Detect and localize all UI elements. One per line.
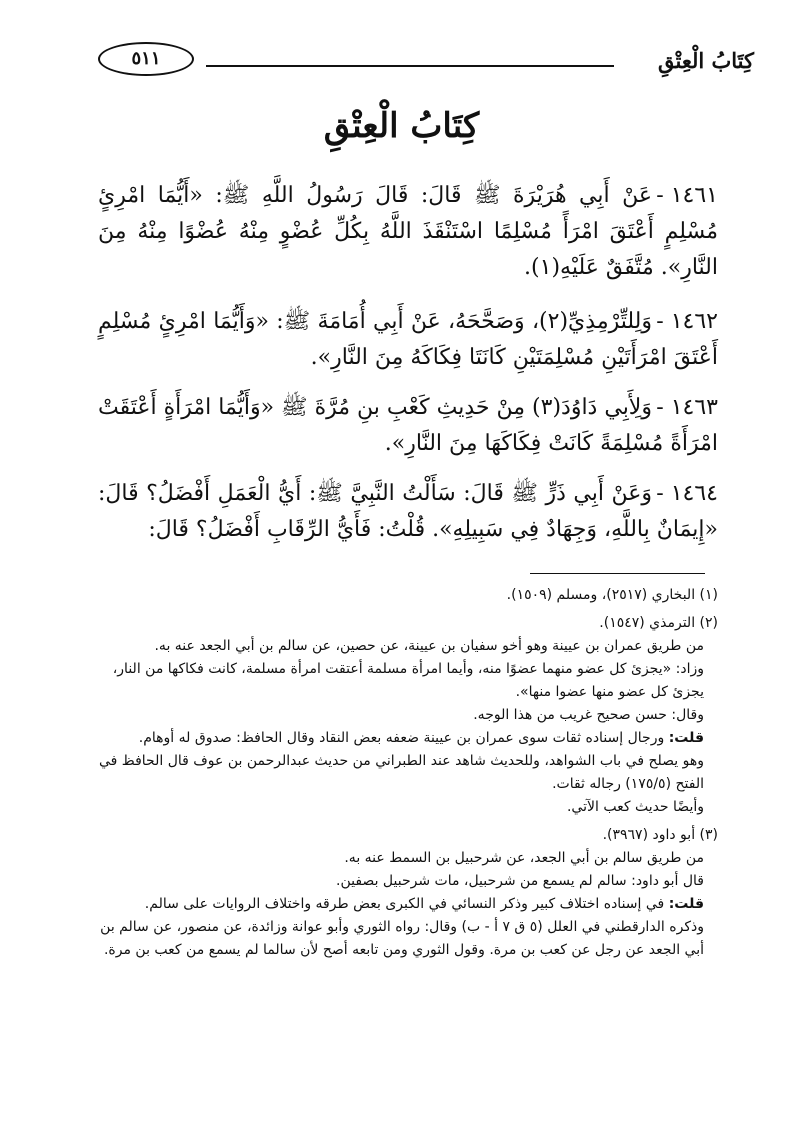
footnote-line: قلت: في إسناده اختلاف كبير وذكر النسائي في الكبرى بعض طرقه واختلاف الروايات على سالم.	[144, 896, 704, 912]
footnote-ref: (٣) أبو داود (٣٩٦٧).	[602, 827, 718, 843]
footnote-body	[98, 847, 718, 962]
note-keyword: قلت:	[668, 896, 704, 912]
footnote-body	[98, 635, 718, 819]
footnote-line: وهو يصلح في باب الشواهد، وللحديث شاهد عند الطبراني من حديث عبدالرحمن بن عوف قال الحافظ في الفتح (١٧٥/٥) رجاله ثقات.	[99, 753, 704, 792]
hadith-text: وَعَنْ أَبِي ذَرٍّ ﷺ قَالَ: سَأَلْتُ النَّبِيَّ ﷺ: أَيُّ الْعَمَلِ أَفْضَلُ؟ قَالَ: «إِيمَانٌ بِاللَّهِ، وَجِهَادٌ فِي سَبِيلِهِ». قُلْتُ: فَأَيُّ الرِّقَابِ أَفْضَلُ؟ قَالَ:	[98, 481, 718, 542]
footnote-1	[98, 584, 718, 607]
header-rule	[206, 65, 614, 67]
hadith-1461	[98, 178, 718, 280]
footnote-line: وأيضًا حديث كعب الآتي.	[566, 799, 704, 815]
footnote-line: من طريق سالم بن أبي الجعد، عن شرحبيل بن السمط عنه به.	[344, 850, 704, 866]
note-keyword: قلت:	[668, 730, 704, 746]
hadith-text: وَلِأَبِي دَاوُدَ(٣) مِنْ حَدِيثِ كَعْبِ بنِ مُرَّةَ ﷺ «وَأَيُّمَا امْرَأَةٍ أَعْتَقَتْ امْرَأَةً مُسْلِمَةً كَانَتْ فِكَاكَهَا مِنَ النَّارِ».	[98, 395, 718, 456]
footnote-ref: (١) البخاري (٢٥١٧)، ومسلم (١٥٠٩).	[506, 587, 718, 603]
footnote-line: وقال: حسن صحيح غريب من هذا الوجه.	[473, 707, 704, 723]
chapter-title: كِتَابُ الْعِتْقِ	[323, 106, 480, 146]
hadith-number: ١٤٦٢ -	[656, 309, 718, 334]
footnote-separator	[530, 573, 705, 574]
running-book-title: كِتَابُ الْعِتْقِ	[657, 48, 754, 73]
footnote-line: وذكره الدارقطني في العلل (٥ ق ٧ أ - ب) وقال: رواه الثوري وأبو عوانة وزائدة، عن منصور، عن سالم بن أبي الجعد عن رجل عن كعب بن مرة. وقول الثوري ومن تابعه أصح لأن سالما لم يسمع من كعب بن مرة.	[100, 919, 704, 958]
hadith-number: ١٤٦٤ -	[656, 481, 718, 506]
footnote-3	[98, 824, 718, 962]
page-number: ٥١١	[98, 42, 194, 76]
hadith-1462	[98, 304, 718, 394]
hadith-text: وَلِلتِّرْمِذِيِّ(٢)، وَصَحَّحَهُ، عَنْ أَبِي أُمَامَةَ ﷺ: «وَأَيُّمَا امْرِئٍ مُسْلِمٍ أَعْتَقَ امْرَأَتَيْنِ مُسْلِمَتَيْنِ كَانَتَا فِكَاكَهُ مِنَ النَّارِ».	[98, 309, 718, 370]
hadith-text: عَنْ أَبِي هُرَيْرَةَ ﷺ قَالَ: قَالَ رَسُولُ اللَّهِ ﷺ: «أَيُّمَا امْرِئٍ مُسْلِمٍ أَعْتَقَ امْرَأً مُسْلِمًا اسْتَنْقَذَ اللَّهُ بِكُلِّ عُضْوٍ مِنْهُ عُضْوًا مِنْهُ مِنَ النَّارِ». مُتَّفَقٌ عَلَيْهِ(١).	[98, 183, 718, 280]
running-header	[98, 38, 754, 88]
hadith-1463	[98, 390, 718, 480]
footnote-line: وزاد: «يجزئ كل عضو منهما عضوًا منه، وأيما امرأة مسلمة أعتقت امرأة مسلمة، كانت فكاكها من النار، يجزئ كل عضو منها عضوا منها».	[112, 661, 704, 700]
footnote-ref: (٢) الترمذي (١٥٤٧).	[599, 615, 718, 631]
hadith-number: ١٤٦١ -	[656, 183, 718, 208]
footnote-2	[98, 612, 718, 819]
hadith-1464	[98, 476, 718, 566]
footnote-line: من طريق عمران بن عيينة وهو أخو سفيان بن عيينة، عن حصين، عن سالم بن أبي الجعد عنه به.	[154, 638, 704, 654]
footnote-line: قال أبو داود: سالم لم يسمع من شرحبيل، مات شرحبيل بصفين.	[336, 873, 704, 889]
hadith-number: ١٤٦٣ -	[656, 395, 718, 420]
footnotes	[98, 584, 718, 967]
footnote-line: قلت: ورجال إسناده ثقات سوى عمران بن عيينة ضعفه بعض النقاد وقال الحافظ: صدوق له أوهام.	[138, 730, 704, 746]
